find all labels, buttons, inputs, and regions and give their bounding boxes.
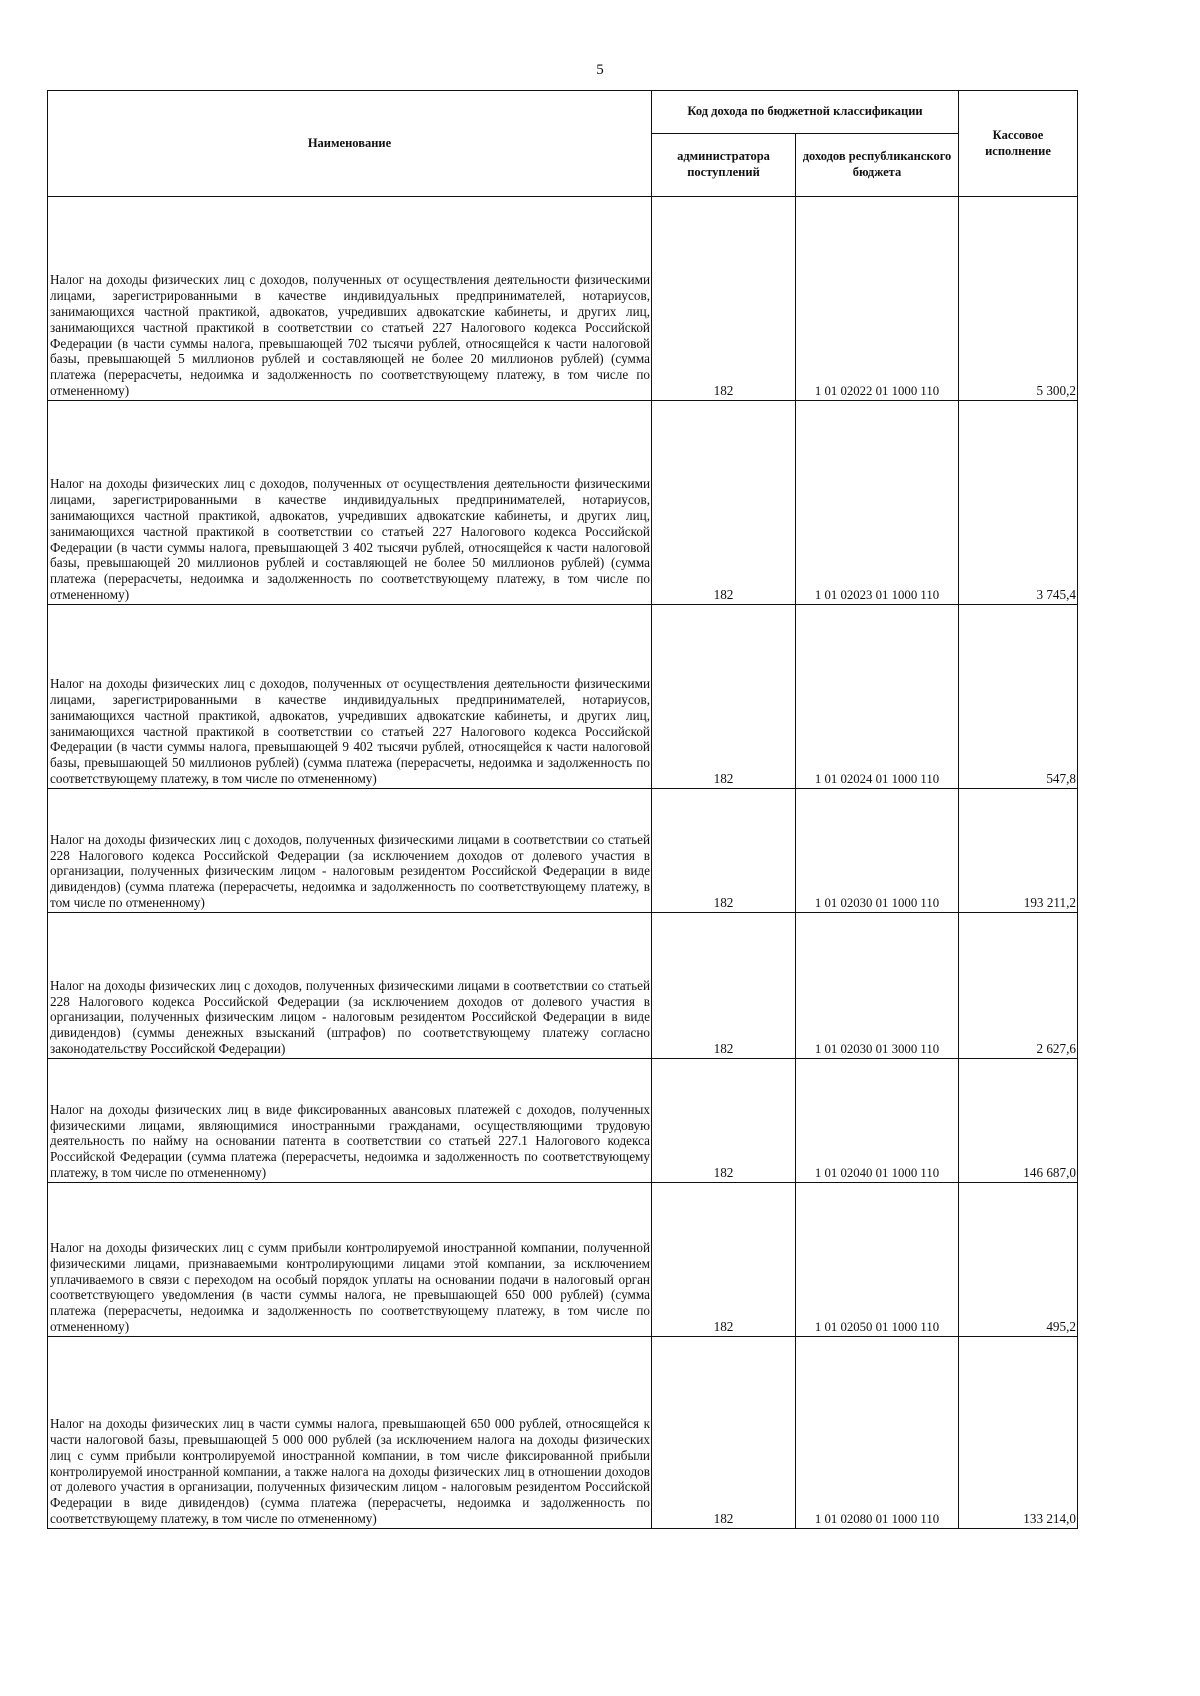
table-row — [48, 913, 1078, 1059]
row-admin-code: 182 — [652, 913, 796, 1059]
row-admin-code: 182 — [652, 1183, 796, 1337]
row-admin-code: 182 — [652, 605, 796, 789]
row-name: Налог на доходы физических лиц с доходов, полученных от осуществления деятельности физическими лицами, зарегистрированными в качестве индивидуальных предпринимателей, нотариусов, занимающихся частной практикой, адвокатов, учредивших адвокатские кабинеты, и других лиц, занимающихся частной практикой в соответствии со статьей 227 Налогового кодекса Российской Федерации (в части суммы налога, превышающей 702 тысячи рублей, относящейся к части налоговой базы, превышающей 5 миллионов рублей и составляющей не более 20 миллионов рублей) (сумма платежа (перерасчеты, недоимка и задолженность по соответствующему платежу, в том числе по отмененному) — [48, 197, 652, 401]
row-admin-code: 182 — [652, 401, 796, 605]
administrator-column-header: администратора поступлений — [652, 134, 796, 197]
row-sum: 146 687,0 — [959, 1059, 1078, 1183]
revenue-column-header: доходов республиканского бюджета — [796, 134, 959, 197]
row-name: Налог на доходы физических лиц в виде фиксированных авансовых платежей с доходов, полученных физическими лицами, являющимися иностранными гражданами, осуществляющими трудовую деятельность по найму на основании патента в соответствии со статьей 227.1 Налогового кодекса Российской Федерации (сумма платежа (перерасчеты, недоимка и задолженность по соответствующему платежу, в том числе по отмененному) — [48, 1059, 652, 1183]
table-row — [48, 1337, 1078, 1529]
row-admin-code: 182 — [652, 1059, 796, 1183]
row-admin-code: 182 — [652, 1337, 796, 1529]
row-revenue-code: 1 01 02030 01 1000 110 — [796, 789, 959, 913]
row-revenue-code: 1 01 02024 01 1000 110 — [796, 605, 959, 789]
row-sum: 3 745,4 — [959, 401, 1078, 605]
row-revenue-code: 1 01 02022 01 1000 110 — [796, 197, 959, 401]
table-row — [48, 789, 1078, 913]
row-sum: 2 627,6 — [959, 913, 1078, 1059]
row-sum: 193 211,2 — [959, 789, 1078, 913]
row-name: Налог на доходы физических лиц в части суммы налога, превышающей 650 000 рублей, относящейся к части налоговой базы, превышающей 5 000 000 рублей (за исключением налога на доходы физических лиц с сумм прибыли контролируемой иностранной компании, в том числе фиксированной прибыли контролируемой иностранной компании, а также налога на доходы физических лиц в отношении доходов от долевого участия в организации, полученных физическим лицом - налоговым резидентом Российской Федерации в виде дивидендов) (сумма платежа (перерасчеты, недоимка и задолженность по соответствующему платежу, в том числе по отмененному) — [48, 1337, 652, 1529]
row-name: Налог на доходы физических лиц с доходов, полученных физическими лицами в соответствии со статьей 228 Налогового кодекса Российской Федерации (за исключением доходов от долевого участия в организации, полученных физическим лицом - налоговым резидентом Российской Федерации в виде дивидендов) (суммы денежных взысканий (штрафов) по соответствующему платежу согласно законодательству Российской Федерации) — [48, 913, 652, 1059]
row-name: Налог на доходы физических лиц с доходов, полученных от осуществления деятельности физическими лицами, зарегистрированными в качестве индивидуальных предпринимателей, нотариусов, занимающихся частной практикой, адвокатов, учредивших адвокатские кабинеты, и других лиц, занимающихся частной практикой в соответствии со статьей 227 Налогового кодекса Российской Федерации (в части суммы налога, превышающей 3 402 тысячи рублей, относящейся к части налоговой базы, превышающей 20 миллионов рублей и составляющей не более 50 миллионов рублей) (сумма платежа (перерасчеты, недоимка и задолженность по соответствующему платежу, в том числе по отмененному) — [48, 401, 652, 605]
name-column-header: Наименование — [48, 91, 652, 197]
table-row — [48, 197, 1078, 401]
row-sum: 547,8 — [959, 605, 1078, 789]
row-revenue-code: 1 01 02080 01 1000 110 — [796, 1337, 959, 1529]
row-admin-code: 182 — [652, 789, 796, 913]
row-admin-code: 182 — [652, 197, 796, 401]
row-name: Налог на доходы физических лиц с сумм прибыли контролируемой иностранной компании, полученной физическими лицами, признаваемыми контролирующими лицами этой компании, за исключением уплачиваемого в связи с переходом на особый порядок уплаты на основании подачи в налоговый орган соответствующего уведомления (в части суммы налога, не превышающей 650 000 рублей) (сумма платежа (перерасчеты, недоимка и задолженность по соответствующему платежу, в том числе по отмененному) — [48, 1183, 652, 1337]
row-revenue-code: 1 01 02023 01 1000 110 — [796, 401, 959, 605]
execution-column-header: Кассовое исполнение — [959, 91, 1078, 197]
row-revenue-code: 1 01 02030 01 3000 110 — [796, 913, 959, 1059]
budget-revenue-table — [47, 90, 1078, 1529]
table-row — [48, 1059, 1078, 1183]
table-row — [48, 605, 1078, 789]
row-revenue-code: 1 01 02050 01 1000 110 — [796, 1183, 959, 1337]
table-row — [48, 401, 1078, 605]
row-sum: 5 300,2 — [959, 197, 1078, 401]
page-number: 5 — [596, 62, 604, 78]
row-name: Налог на доходы физических лиц с доходов, полученных физическими лицами в соответствии со статьей 228 Налогового кодекса Российской Федерации (за исключением доходов от долевого участия в организации, полученных физическим лицом - налоговым резидентом Российской Федерации в виде дивидендов) (сумма платежа (перерасчеты, недоимка и задолженность по соответствующему платежу, в том числе по отмененному) — [48, 789, 652, 913]
code-group-header: Код дохода по бюджетной классификации — [652, 91, 959, 134]
row-revenue-code: 1 01 02040 01 1000 110 — [796, 1059, 959, 1183]
table-row — [48, 1183, 1078, 1337]
row-sum: 495,2 — [959, 1183, 1078, 1337]
row-sum: 133 214,0 — [959, 1337, 1078, 1529]
row-name: Налог на доходы физических лиц с доходов, полученных от осуществления деятельности физическими лицами, зарегистрированными в качестве индивидуальных предпринимателей, нотариусов, занимающихся частной практикой, адвокатов, учредивших адвокатские кабинеты, и других лиц, занимающихся частной практикой в соответствии со статьей 227 Налогового кодекса Российской Федерации (в части суммы налога, превышающей 9 402 тысячи рублей, относящейся к части налоговой базы, превышающей 50 миллионов рублей) (сумма платежа (перерасчеты, недоимка и задолженность по соответствующему платежу, в том числе по отмененному) — [48, 605, 652, 789]
